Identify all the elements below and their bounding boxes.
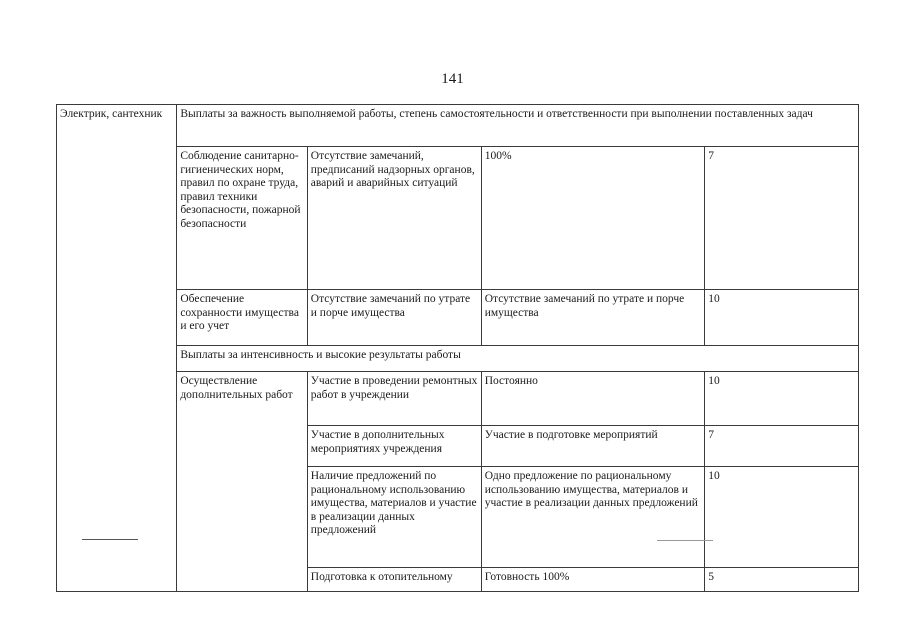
- criterion-cell: [177, 372, 307, 592]
- points-cell: [705, 372, 859, 426]
- scan-mark: [82, 539, 138, 540]
- criterion-cell: [177, 290, 307, 346]
- table-row: [57, 290, 859, 346]
- indicator-text: Готовность 100%: [484, 571, 570, 583]
- points-text: 10: [708, 375, 720, 387]
- table-row: [57, 372, 859, 426]
- condition-text: Отсутствие замечаний по утрате и порче имущества: [310, 293, 471, 319]
- payments-table: [56, 104, 859, 592]
- condition-text: Отсутствие замечаний, предписаний надзорных органов, аварий и аварийных ситуаций: [310, 150, 475, 189]
- page-number: 141: [441, 71, 464, 87]
- criterion-text: Соблюдение санитарно-гигиенических норм, правил по охране труда, правил техники безопасности, пожарной безопасности: [180, 150, 301, 230]
- section-header-importance: [177, 105, 859, 147]
- condition-text: Участие в проведении ремонтных работ в учреждении: [310, 375, 478, 401]
- condition-text: Подготовка к отопительному: [310, 571, 453, 583]
- points-cell: [705, 568, 859, 592]
- table-row: [57, 147, 859, 290]
- indicator-text: Постоянно: [484, 375, 538, 387]
- indicator-cell: [481, 372, 704, 426]
- criterion-text: Обеспечение сохранности имущества и его учет: [180, 293, 299, 332]
- condition-cell: [307, 426, 481, 467]
- points-text: 7: [708, 150, 714, 162]
- indicator-cell: [481, 568, 704, 592]
- condition-text: Наличие предложений по рациональному использованию имущества, материалов и участие в реализации данных предложений: [310, 470, 477, 536]
- table-row: [57, 346, 859, 372]
- indicator-text: Одно предложение по рациональному использованию имущества, материалов и участие в реализации данных предложений: [484, 470, 698, 509]
- scan-mark: [657, 540, 713, 541]
- points-cell: [705, 290, 859, 346]
- indicator-text: Участие в подготовке мероприятий: [484, 429, 658, 441]
- points-text: 10: [708, 470, 720, 482]
- points-text: 5: [708, 571, 714, 583]
- indicator-cell: [481, 290, 704, 346]
- section-header-text: Выплаты за интенсивность и высокие результаты работы: [180, 349, 461, 361]
- position-label: Электрик, сантехник: [60, 108, 163, 120]
- indicator-text: 100%: [484, 150, 512, 162]
- points-text: 10: [708, 293, 720, 305]
- criterion-cell: [177, 147, 307, 290]
- condition-cell: [307, 147, 481, 290]
- indicator-cell: [481, 467, 704, 568]
- indicator-cell: [481, 147, 704, 290]
- table-row: [57, 105, 859, 147]
- points-text: 7: [708, 429, 714, 441]
- points-cell: [705, 147, 859, 290]
- criterion-text: Осуществление дополнительных работ: [180, 375, 293, 401]
- indicator-cell: [481, 426, 704, 467]
- position-cell: [57, 105, 177, 592]
- indicator-text: Отсутствие замечаний по утрате и порче имущества: [484, 293, 685, 319]
- condition-cell: [307, 372, 481, 426]
- points-cell: [705, 426, 859, 467]
- condition-cell: [307, 467, 481, 568]
- points-cell: [705, 467, 859, 568]
- condition-cell: [307, 290, 481, 346]
- condition-text: Участие в дополнительных мероприятиях учреждения: [310, 429, 445, 455]
- section-header-text: Выплаты за важность выполняемой работы, степень самостоятельности и ответственности при выполнении поставленных задач: [180, 108, 813, 120]
- section-header-intensity: [177, 346, 859, 372]
- condition-cell: [307, 568, 481, 592]
